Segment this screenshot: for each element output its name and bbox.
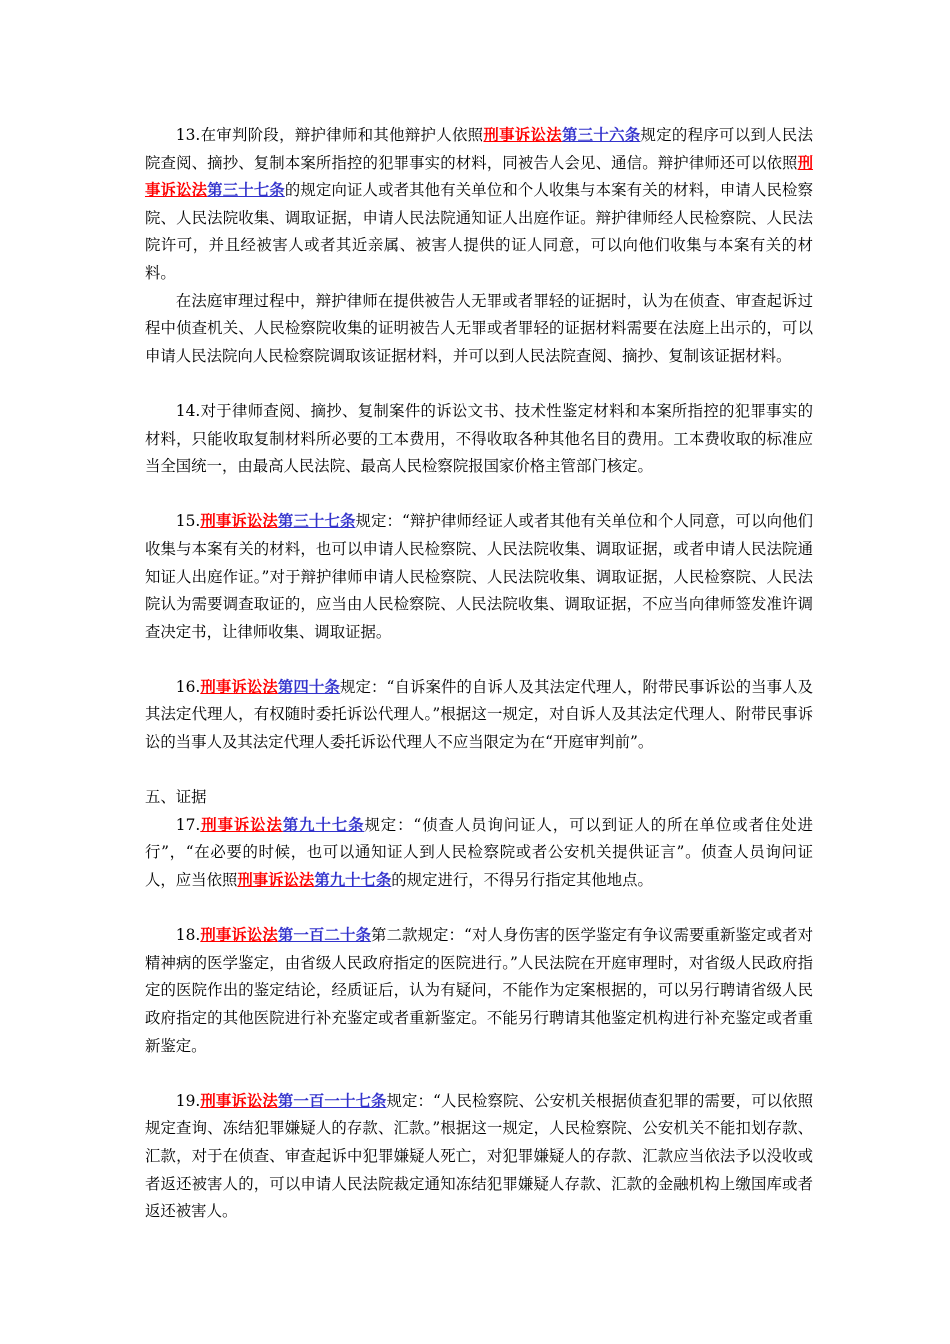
paragraph-p14 bbox=[145, 398, 813, 481]
body-text: 规定：“自诉案件的自诉人及其法定代理人，附带民事诉讼的当事人及其法定代理人，有权随时委托诉讼代理人。”根据这一规定，对自诉人及其法定代理人、附带民事诉讼的当事人及其法定代理人委托诉讼代理人不应当限定为在“开庭审判前”。 bbox=[145, 677, 813, 752]
article-link[interactable]: 第一百一十七条 bbox=[277, 1091, 387, 1110]
body-text: 15. bbox=[175, 512, 201, 531]
paragraph-p19 bbox=[145, 1088, 813, 1226]
article-link[interactable]: 第一百二十条 bbox=[277, 926, 371, 945]
paragraph-p17 bbox=[145, 812, 813, 895]
body-text: 19. bbox=[175, 1091, 201, 1110]
paragraph-p15 bbox=[145, 508, 813, 646]
body-text: 16. bbox=[175, 677, 201, 696]
law-link[interactable]: 刑事诉讼法 bbox=[200, 1091, 278, 1110]
article-link[interactable]: 第九十七条 bbox=[314, 871, 392, 890]
article-link[interactable]: 第三十六条 bbox=[561, 126, 641, 144]
section-heading bbox=[145, 784, 813, 812]
law-link[interactable]: 刑事诉讼法 bbox=[200, 926, 278, 945]
body-text: 五、证据 bbox=[145, 788, 207, 807]
body-text: 17. bbox=[175, 815, 201, 834]
body-text: 的规定向证人或者其他有关单位和个人收集与本案有关的材料，申请人民检察院、人民法院收集、调取证据，申请人民法院通知证人出庭作证。辩护律师经人民检察院、人民法院许可，并且经被害人或者其近亲属、被害人提供的证人同意，可以向他们收集与本案有关的材料。 bbox=[145, 181, 813, 282]
body-text: 规定的程序可以到人民法院查阅、摘抄、复制本案所指控的犯罪事实的材料，同被告人会见、通信。辩护律师还可以依照 bbox=[145, 126, 813, 172]
law-link[interactable]: 刑事诉讼法 bbox=[200, 677, 278, 696]
body-text: 规定：“辩护律师经证人或者其他有关单位和个人同意，可以向他们收集与本案有关的材料，也可以申请人民检察院、人民法院收集、调取证据，或者申请人民法院通知证人出庭作证。”对于辩护律师申请人民检察院、人民法院收集、调取证据，人民检察院、人民法院认为需要调查取证的，应当由人民检察院、人民法院收集、调取证据，不应当向律师签发准许调查决定书，让律师收集、调取证据。 bbox=[145, 512, 813, 641]
article-link[interactable]: 第四十条 bbox=[277, 677, 340, 696]
paragraph-p13b bbox=[145, 288, 813, 371]
body-text: 规定：“人民检察院、公安机关根据侦查犯罪的需要，可以依照规定查询、冻结犯罪嫌疑人的存款、汇款。”根据这一规定，人民检察院、公安机关不能扣划存款、汇款，对于在侦查、审查起诉中犯罪嫌疑人死亡，对犯罪嫌疑人的存款、汇款应当依法予以没收或者返还被害人的，可以申请人民法院裁定通知冻结犯罪嫌疑人存款、汇款的金融机构上缴国库或者返还被害人。 bbox=[145, 1091, 813, 1221]
law-link[interactable]: 刑事诉讼法 bbox=[200, 815, 283, 834]
article-link[interactable]: 第三十七条 bbox=[207, 181, 285, 200]
body-text: 在法庭审理过程中，辩护律师在提供被告人无罪或者罪轻的证据时，认为在侦查、审查起诉过程中侦查机关、人民检察院收集的证明被告人无罪或者罪轻的证据材料需要在法庭上出示的，可以申请人民法院向人民检察院调取该证据材料，并可以到人民法院查阅、摘抄、复制该证据材料。 bbox=[145, 291, 813, 365]
article-link[interactable]: 第三十七条 bbox=[277, 512, 356, 531]
document-body bbox=[145, 122, 813, 1226]
body-text: 第二款规定：“对人身伤害的医学鉴定有争议需要重新鉴定或者对精神病的医学鉴定，由省级人民政府指定的医院进行。”人民法院在开庭审理时，对省级人民政府指定的医院作出的鉴定结论，经质证后，认为有疑问，不能作为定案根据的，可以另行聘请省级人民政府指定的其他医院进行补充鉴定或者重新鉴定。不能另行聘请其他鉴定机构进行补充鉴定或者重新鉴定。 bbox=[145, 926, 813, 1055]
paragraph-p13 bbox=[145, 122, 813, 288]
body-text: 规定：“侦查人员询问证人，可以到证人的所在单位或者住处进行”，“在必要的时候，也可以通知证人到人民检察院或者公安机关提供证言”。侦查人员询问证人，应当依照 bbox=[145, 815, 813, 890]
article-link[interactable]: 第九十七条 bbox=[282, 815, 365, 834]
law-link[interactable]: 刑事诉讼法 bbox=[200, 512, 278, 531]
law-link[interactable]: 刑事诉讼法 bbox=[145, 153, 813, 200]
body-text: 13.在审判阶段，辩护律师和其他辩护人依照 bbox=[175, 126, 484, 144]
paragraph-p16 bbox=[145, 674, 813, 757]
body-text: 18. bbox=[175, 926, 201, 945]
paragraph-p18 bbox=[145, 922, 813, 1060]
body-text: 14.对于律师查阅、摘抄、复制案件的诉讼文书、技术性鉴定材料和本案所指控的犯罪事实的材料，只能收取复制材料所必要的工本费用，不得收取各种其他名目的费用。工本费收取的标准应当全国统一，由最高人民法院、最高人民检察院报国家价格主管部门核定。 bbox=[145, 401, 813, 476]
law-link[interactable]: 刑事诉讼法 bbox=[483, 126, 562, 144]
body-text: 的规定进行，不得另行指定其他地点。 bbox=[391, 871, 653, 890]
law-link[interactable]: 刑事诉讼法 bbox=[237, 871, 315, 890]
